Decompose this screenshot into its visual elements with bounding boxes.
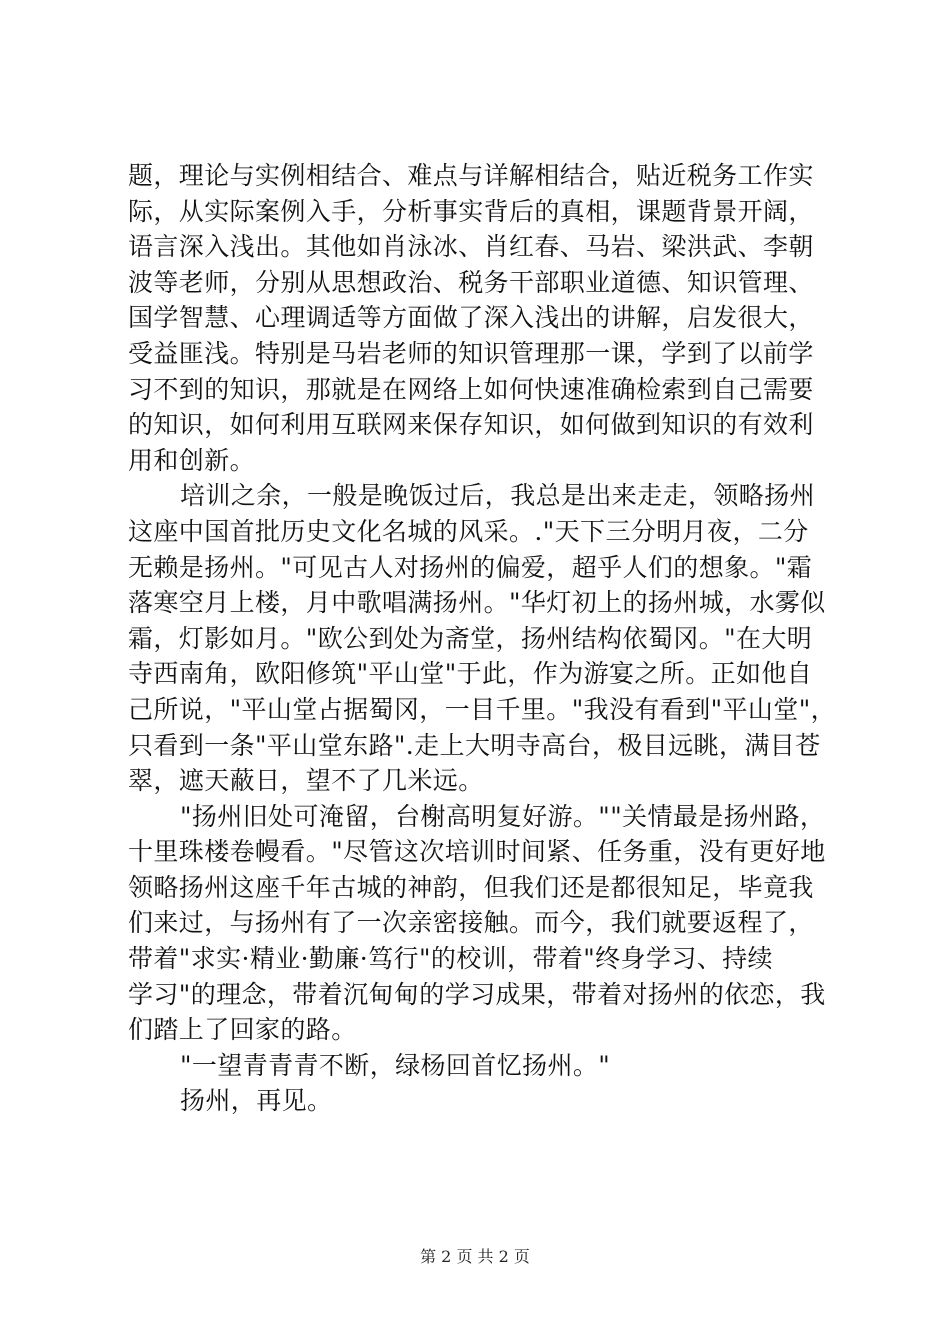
text-line: 波等老师，分别从思想政治、税务干部职业道德、知识管理、 (128, 267, 814, 297)
text-line: 们来过，与扬州有了一次亲密接触。而今，我们就要返程了， (128, 908, 814, 938)
document-body (128, 158, 836, 1119)
text-line: 落寒空月上楼，月中歌唱满扬州。"华灯初上的扬州城，水雾似 (128, 588, 826, 618)
text-line: 十里珠楼卷幔看。"尽管这次培训时间紧、任务重，没有更好地 (128, 837, 826, 867)
text-line: "扬州旧处可淹留，台榭高明复好游。""关情最是扬州路， (180, 801, 826, 831)
text-line: 翠，遮天蔽日，望不了几米远。 (128, 766, 484, 796)
text-line: 培训之余，一般是晚饭过后，我总是出来走走，领略扬州 (180, 481, 816, 511)
text-line: 己所说，"平山堂占据蜀冈，一目千里。"我没有看到"平山堂"， (128, 694, 836, 724)
text-line: 们踏上了回家的路。 (128, 1015, 357, 1045)
text-line: 学习"的理念，带着沉甸甸的学习成果，带着对扬州的依恋，我 (128, 979, 826, 1009)
text-line: 霜，灯影如月。"欧公到处为斋堂，扬州结构依蜀冈。"在大明 (128, 623, 813, 653)
text-line: 扬州，再见。 (180, 1086, 333, 1116)
text-line: 寺西南角，欧阳修筑"平山堂"于此，作为游宴之所。正如他自 (128, 659, 813, 689)
text-line: 带着"求实·精业·勤廉·笃行"的校训，带着"终身学习、持续 (128, 944, 773, 974)
page-footer: 第 2 页 共 2 页 (420, 1247, 530, 1266)
text-line: 无赖是扬州。"可见古人对扬州的偏爱，超乎人们的想象。"霜 (128, 552, 813, 582)
text-line: 受益匪浅。特别是马岩老师的知识管理那一课，学到了以前学 (128, 338, 814, 368)
text-line: 的知识，如何利用互联网来保存知识，如何做到知识的有效利 (128, 410, 814, 440)
text-line: 用和创新。 (128, 445, 256, 475)
text-line: 际，从实际案例入手，分析事实背后的真相，课题背景开阔， (128, 196, 814, 226)
text-line: 领略扬州这座千年古城的神韵，但我们还是都很知足，毕竟我 (128, 872, 814, 902)
text-line: 国学智慧、心理调适等方面做了深入浅出的讲解，启发很大， (128, 303, 814, 333)
text-line: 只看到一条"平山堂东路".走上大明寺高台，极目远眺，满目苍 (128, 730, 821, 760)
text-line: 习不到的知识，那就是在网络上如何快速准确检索到自己需要 (128, 374, 814, 404)
text-line: 语言深入浅出。其他如肖泳冰、肖红春、马岩、梁洪武、李朝 (128, 232, 814, 262)
text-line: "一望青青青不断，绿杨回首忆扬州。" (180, 1050, 611, 1080)
text-line: 这座中国首批历史文化名城的风采。."天下三分明月夜，二分 (128, 516, 809, 546)
text-line: 题，理论与实例相结合、难点与详解相结合，贴近税务工作实 (128, 161, 814, 190)
